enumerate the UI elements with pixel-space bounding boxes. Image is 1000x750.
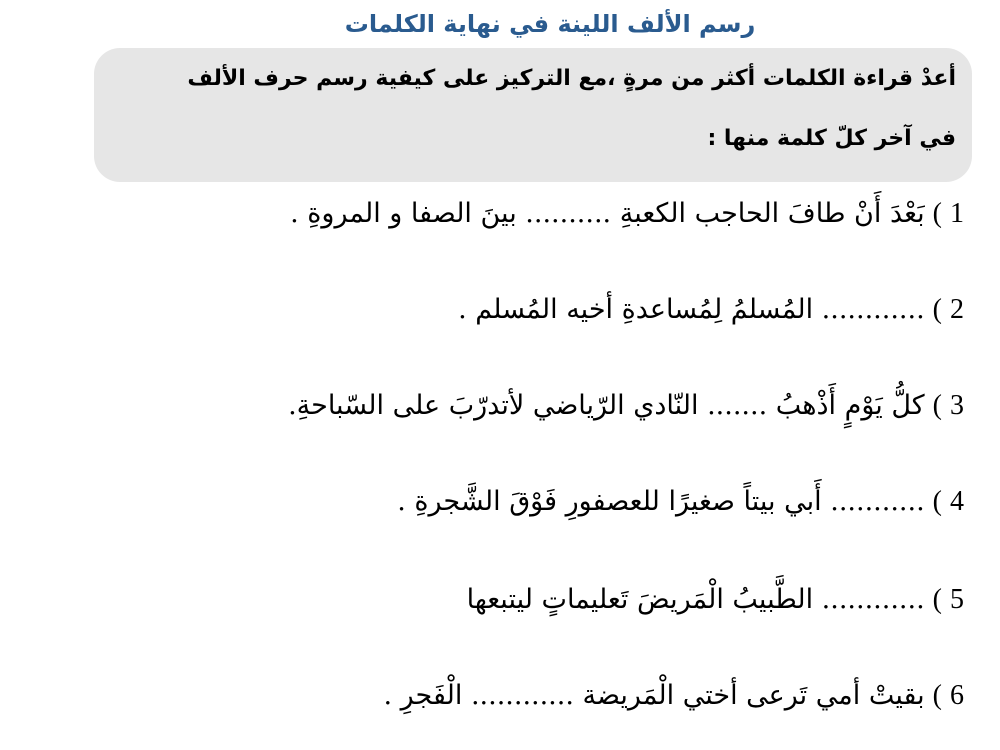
instruction-box [94,48,972,182]
question-paren: ) [932,390,942,421]
question-paren: ) [932,486,942,517]
question-number: 6 [950,680,964,711]
question-5 [467,580,964,620]
question-text: ............ المُسلمُ لِمُساعدةِ أخيه المُسلم . [458,294,925,325]
question-number: 1 [950,198,964,229]
question-text: بَعْدَ أَنْ طافَ الحاجب الكعبةِ .......... بينَ الصفا و المروةِ . [290,198,925,229]
question-6 [383,676,964,716]
instruction-line-2: في آخر كلّ كلمة منها : [707,126,956,151]
page-title: رسم الألف اللينة في نهاية الكلمات [344,10,756,38]
instruction-line-1: أعدْ قراءة الكلمات أكثر من مرةٍ ،مع التركيز على كيفية رسم حرف الألف [187,66,956,91]
question-text: كلُّ يَوْمٍ أَذْهبُ ....... النّادي الرّياضي لأتدرّبَ على السّباحةِ. [288,390,925,421]
question-2 [458,290,964,330]
question-text: بقيتْ أمي تَرعى أختي الْمَريضة ............ الْفَجرِ . [383,680,925,711]
question-paren: ) [932,198,942,229]
question-text: ........... أَبي بيتاً صغيرًا للعصفورِ فَوْقَ الشَّجرةِ . [397,486,925,517]
question-1 [290,194,964,234]
question-4 [397,482,964,522]
question-number: 4 [950,486,964,517]
question-number: 2 [950,294,964,325]
question-text: ............ الطَّبيبُ الْمَريضَ تَعليماتٍ ليتبعها [466,584,925,615]
question-paren: ) [932,680,942,711]
question-number: 5 [950,584,964,615]
question-number: 3 [950,390,964,421]
question-paren: ) [932,294,942,325]
question-3 [288,386,964,426]
question-paren: ) [932,584,942,615]
